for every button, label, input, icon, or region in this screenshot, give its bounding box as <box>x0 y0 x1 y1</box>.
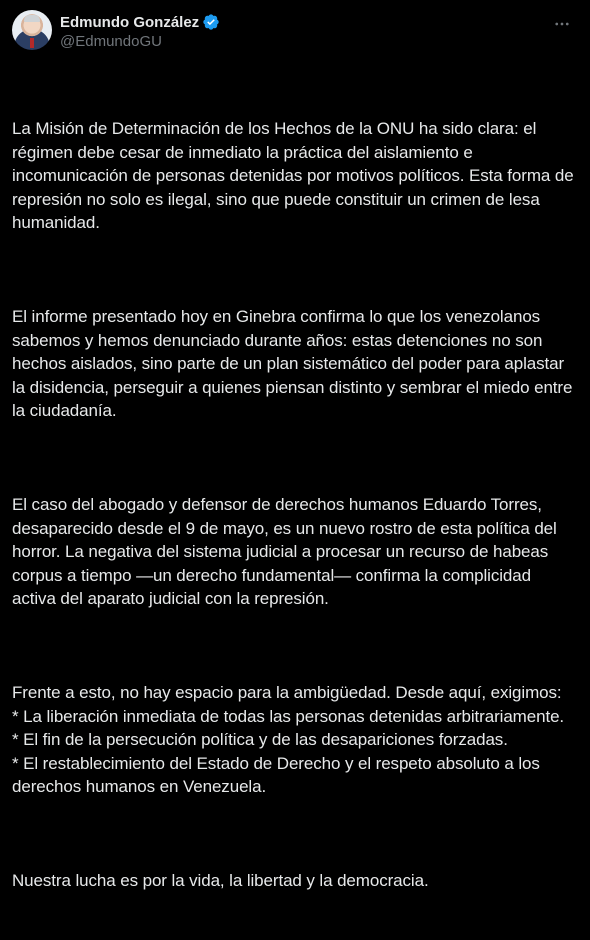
author-handle[interactable]: @EdmundoGU <box>60 33 162 50</box>
avatar-tie <box>30 38 34 48</box>
tweet-paragraph: Nuestra lucha es por la vida, la libertad y la democracia. <box>12 871 429 890</box>
avatar[interactable] <box>12 10 52 50</box>
tweet-paragraph: El informe presentado hoy en Ginebra confirma lo que los venezolanos sabemos y hemos denunciado durante años: estas detenciones no son hechos aislados, sino parte de un plan sistemático del poder para aplastar la disidencia, perseguir a quienes piensan distinto y sembrar el miedo entre la ciudadanía. <box>12 307 573 420</box>
tweet-header <box>12 10 578 58</box>
tweet-paragraph: Frente a esto, no hay espacio para la ambigüedad. Desde aquí, exigimos: * La liberación inmediata de todas las personas detenidas arbitrariamente. * El fin de la persecución política y de las desapariciones forzadas. * El restablecimiento del Estado de Derecho y el respeto absoluto a los derechos humanos en Venezuela. <box>12 683 565 796</box>
avatar-hair <box>24 15 40 22</box>
more-options-icon[interactable] <box>552 14 572 34</box>
verified-badge-icon <box>202 13 220 31</box>
tweet-text <box>12 70 578 940</box>
author-display-name[interactable]: Edmundo González <box>60 13 200 31</box>
name-row <box>60 12 220 32</box>
author-names <box>60 12 220 52</box>
tweet-paragraph: La Misión de Determinación de los Hechos de la ONU ha sido clara: el régimen debe cesar de inmediato la práctica del aislamiento e incomunicación de personas detenidas por motivos políticos. Esta forma de represión no solo es ilegal, sino que puede constituir un crimen de lesa humanidad. <box>12 119 574 232</box>
tweet-paragraph: El caso del abogado y defensor de derechos humanos Eduardo Torres, desaparecido desde el 9 de mayo, es un nuevo rostro de esta política del horror. La negativa del sistema judicial a procesar un recurso de habeas corpus a tiempo —un derecho fundamental— confirma la complicidad activa del aparato judicial con la represión. <box>12 495 557 608</box>
